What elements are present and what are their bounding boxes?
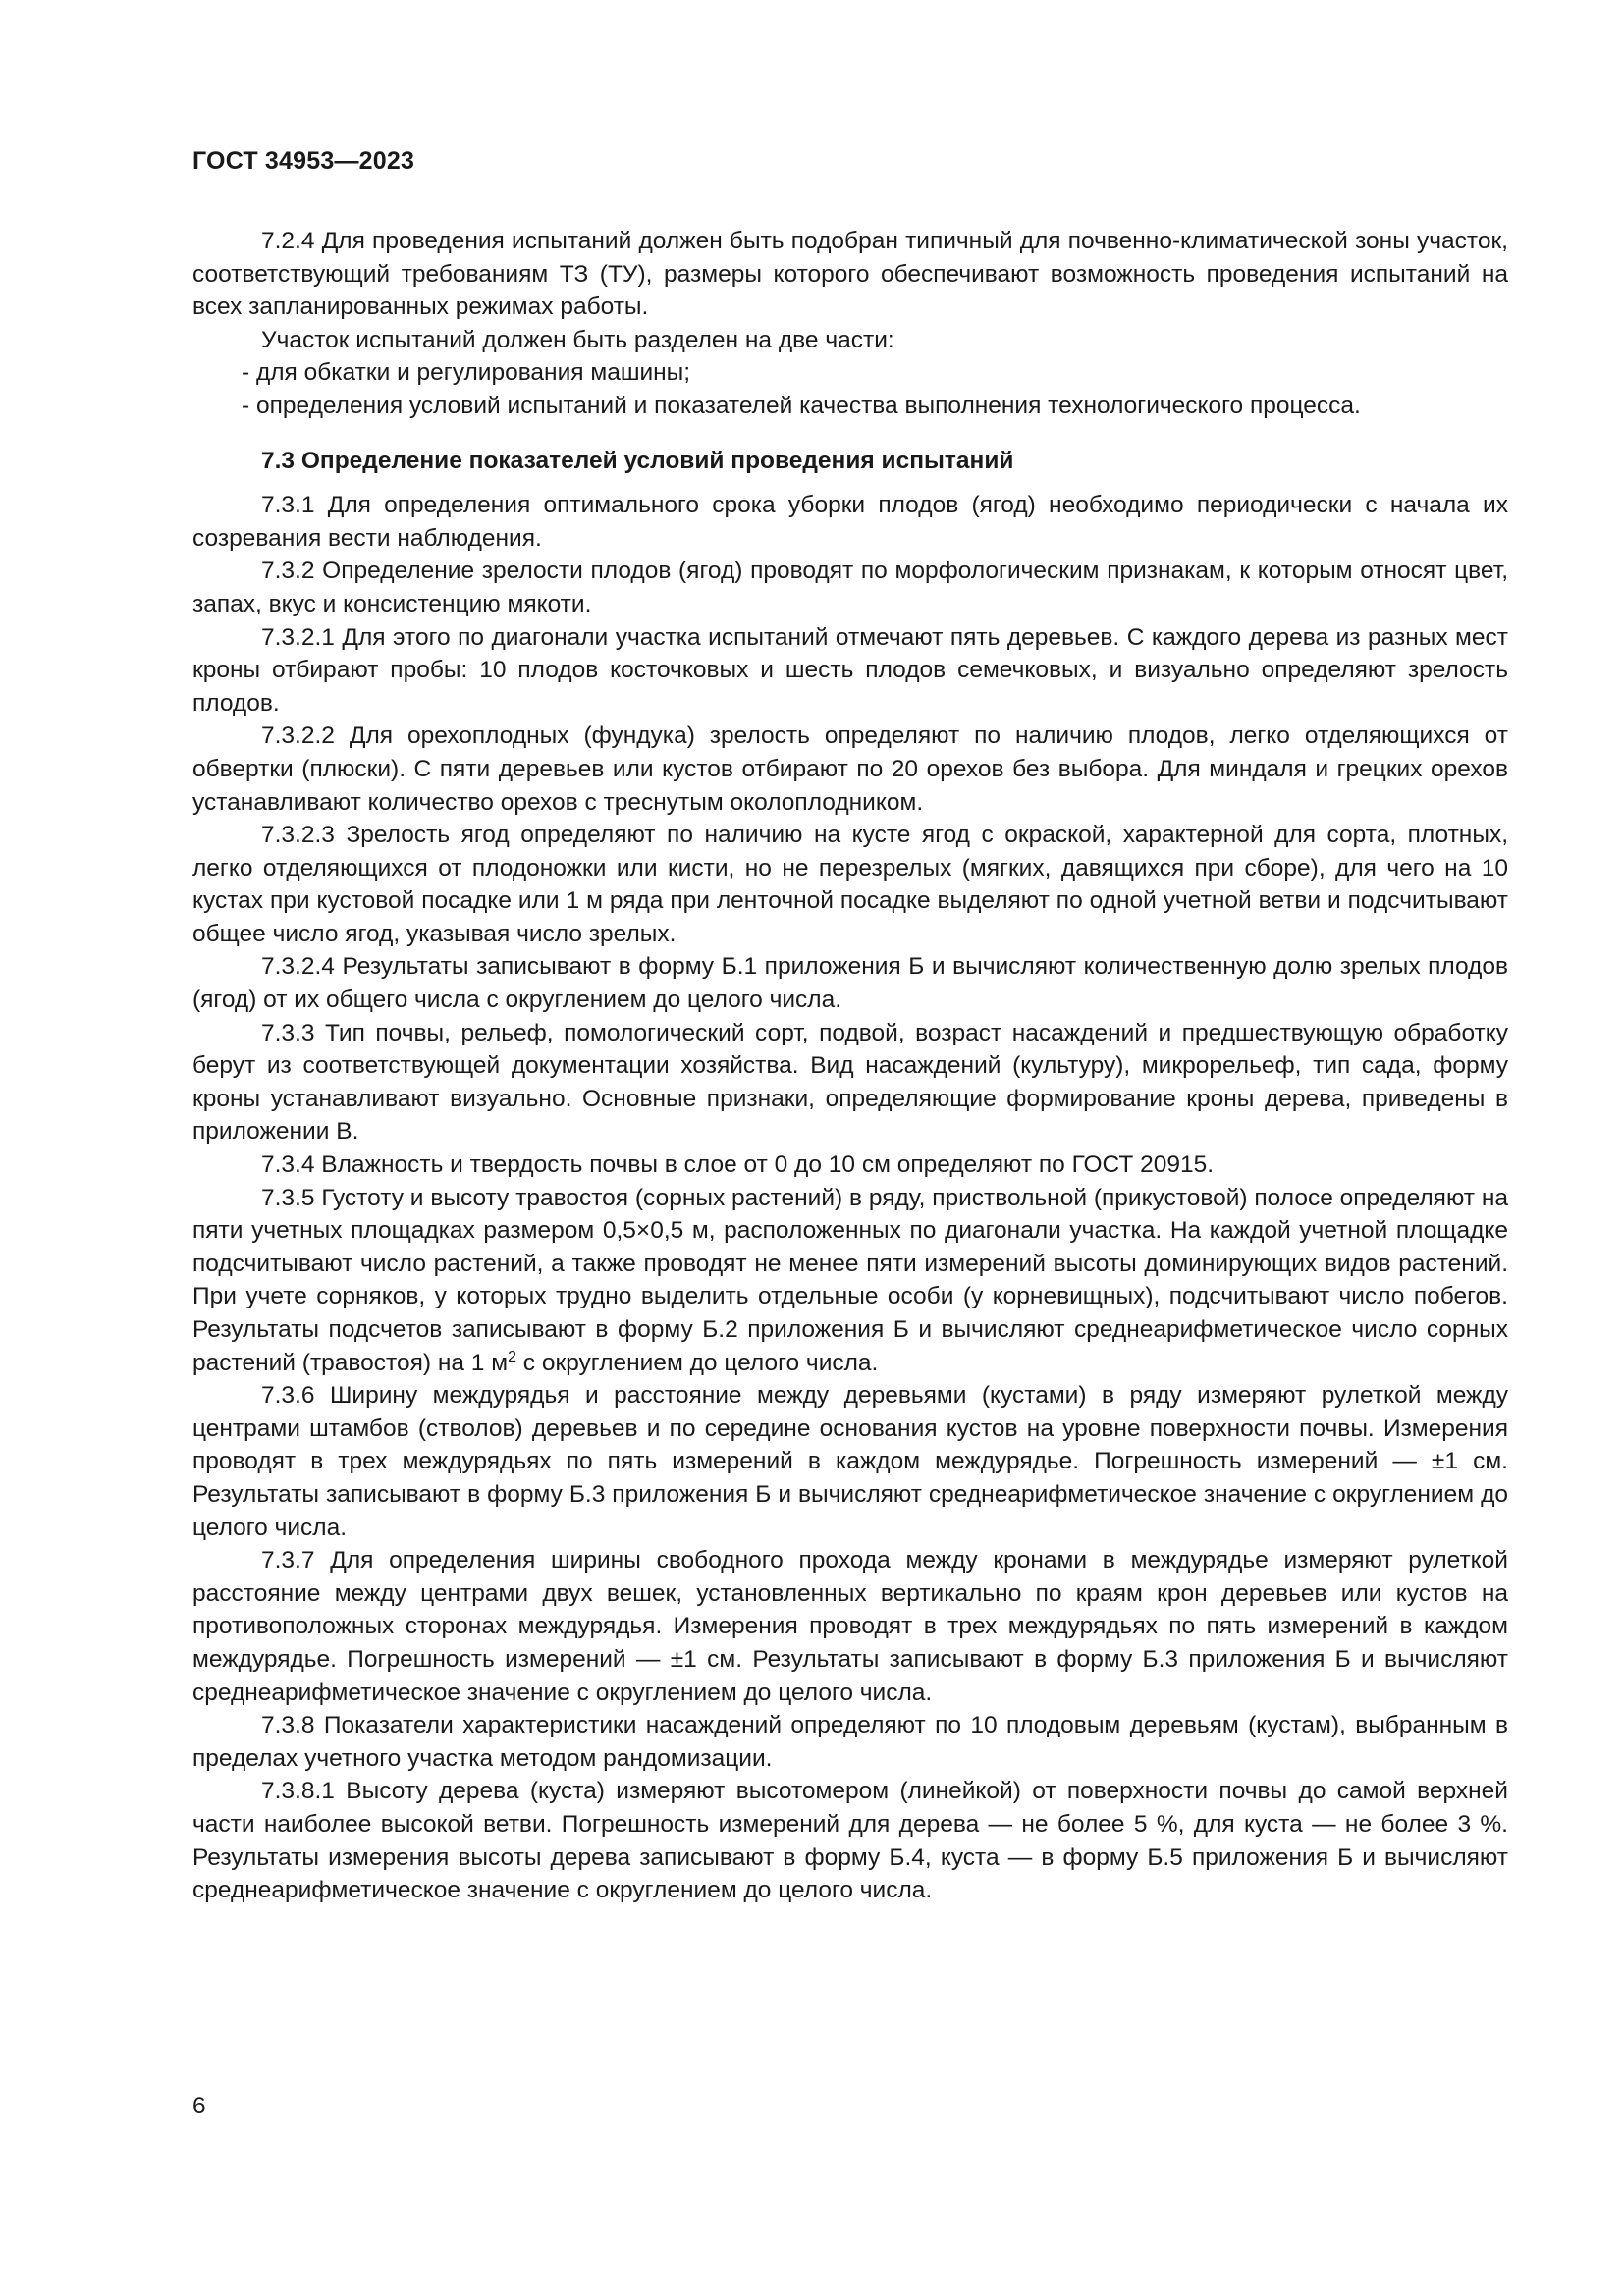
standard-header: ГОСТ 34953—2023: [192, 147, 415, 175]
paragraph-7-3-2-3: 7.3.2.3 Зрелость ягод определяют по наличию на кусте ягод с окраской, характерной для сорта, плотных, легко отделяющихся от плодоножки или кисти, но не перезрелых (мягких, давящихся при сборе), для чего на 10 кустах при кустовой посадке или 1 м ряда при ленточной посадке выделяют по одной учетной ветви и подсчитывают общее число ягод, указывая число зрелых.: [192, 822, 1508, 947]
document-body: [192, 225, 1508, 1907]
paragraph-7-3-4: 7.3.4 Влажность и твердость почвы в слое от 0 до 10 см определяют по ГОСТ 20915.: [261, 1151, 1215, 1179]
paragraph-7-3-2-4: 7.3.2.4 Результаты записывают в форму Б.1 приложения Б и вычисляют количественную долю зрелых плодов (ягод) от их общего числа с округлением до целого числа.: [192, 953, 1508, 1014]
paragraph-7-3-5-text: 7.3.5 Густоту и высоту травостоя (сорных растений) в ряду, приствольной (прикустовой) полосе определяют на пяти учетных площадках размером 0,5×0,5 м, расположенных по диагонали участка. На каждой учетной площадке подсчитывают число растений, а также проводят не менее пяти измерений высоты доминирующих видов растений. При учете сорняков, у которых трудно выделить отдельные особи (у корневищных), подсчитывают число побегов. Результаты подсчетов записывают в форму Б.2 приложения Б и вычисляют среднеарифметическое число сорных растений (травостоя) на 1 м: [192, 1184, 1508, 1376]
superscript-2: 2: [508, 1348, 516, 1365]
paragraph-7-3-2-1: 7.3.2.1 Для этого по диагонали участка испытаний отмечают пять деревьев. С каждого дерева из разных мест кроны отбирают пробы: 10 плодов косточковых и шесть плодов семечковых, и визуально определяют зрелость плодов.: [192, 623, 1508, 717]
paragraph-7-3-8-1: 7.3.8.1 Высоту дерева (куста) измеряют высотомером (линейкой) от поверхности почвы до самой верхней части наиболее высокой ветви. Погрешность измерений для дерева — не более 5 %, для куста — не более 3 %. Результаты измерения высоты дерева записывают в форму Б.4, куста — в форму Б.5 приложения Б и вычисляют среднеарифметическое значение с округлением до целого числа.: [192, 1778, 1508, 1904]
list-item: - для обкатки и регулирования машины;: [242, 359, 691, 387]
paragraph-7-3-2: 7.3.2 Определение зрелости плодов (ягод) проводят по морфологическим признакам, к которым относят цвет, запах, вкус и консистенцию мякоти.: [192, 558, 1508, 617]
paragraph-7-3-8: 7.3.8 Показатели характеристики насаждений определяют по 10 плодовым деревьям (кустам), выбранным в пределах учетного участка методом рандомизации.: [192, 1712, 1508, 1772]
paragraph-7-3-6: 7.3.6 Ширину междурядья и расстояние между деревьями (кустами) в ряду измеряют рулеткой между центрами штамбов (стволов) деревьев и по середине основания кустов на уровне поверхности почвы. Измерения проводят в трех междурядьях по пять измерений в каждом междурядье. Погрешность измерений — ±1 см. Результаты записывают в форму Б.3 приложения Б и вычисляют среднеарифметическое значение с округлением до целого числа.: [192, 1382, 1508, 1541]
section-heading-7-3: 7.3 Определение показателей условий проведения испытаний: [261, 447, 1014, 474]
paragraph-7-3-1: 7.3.1 Для определения оптимального срока уборки плодов (ягод) необходимо периодически с начала их созревания вести наблюдения.: [192, 492, 1508, 552]
paragraph-7-3-5-tail: с округлением до целого числа.: [515, 1349, 879, 1376]
paragraph-7-2-4: 7.2.4 Для проведения испытаний должен быть подобран типичный для почвенно-климатической зоны участок, соответствующий требованиям ТЗ (ТУ), размеры которого обеспечивают возможность проведения испытаний на всех запланированных режимах работы.: [192, 228, 1508, 321]
list-item: - определения условий испытаний и показателей качества выполнения технологического процесса.: [242, 392, 1361, 419]
paragraph-7-3-2-2: 7.3.2.2 Для орехоплодных (фундука) зрелость определяют по наличию плодов, легко отделяющихся от обвертки (плюски). С пяти деревьев или кустов отбирают по 20 орехов без выбора. Для миндаля и грецких орехов устанавливают количество орехов с треснутым околоплодником.: [192, 722, 1508, 816]
paragraph-7-3-3: 7.3.3 Тип почвы, рельеф, помологический сорт, подвой, возраст насаждений и предшествующую обработку берут из соответствующей документации хозяйства. Вид насаждений (культуру), микрорельеф, тип сада, форму кроны устанавливают визуально. Основные признаки, определяющие формирование кроны дерева, приведены в приложении В.: [192, 1019, 1508, 1146]
paragraph-7-3-5: [192, 1182, 1508, 1380]
paragraph-division: Участок испытаний должен быть разделен на две части:: [261, 326, 894, 353]
paragraph-7-3-7: 7.3.7 Для определения ширины свободного прохода между кронами в междурядье измеряют рулеткой расстояние между центрами двух вешек, установленных вертикально по краям крон деревьев или кустов на противоположных сторонах междурядья. Измерения проводят в трех междурядьях по пять измерений в каждом междурядье. Погрешность измерений — ±1 см. Результаты записывают в форму Б.3 приложения Б и вычисляют среднеарифметическое значение с округлением до целого числа.: [192, 1547, 1508, 1706]
page-number: 6: [192, 2093, 206, 2119]
